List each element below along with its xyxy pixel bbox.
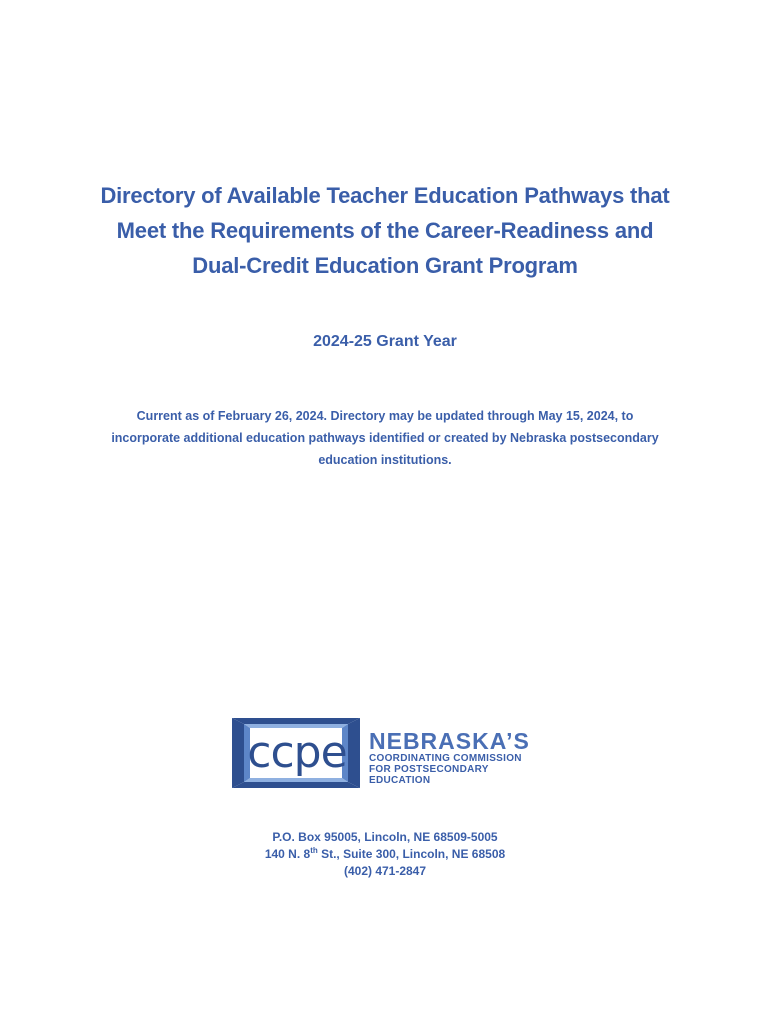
logo-org-name: NEBRASKA’S bbox=[369, 728, 530, 754]
logo-org-line-1: COORDINATING COMMISSION bbox=[369, 753, 522, 764]
address-street-suffix: St., Suite 300, Lincoln, NE 68508 bbox=[317, 847, 506, 861]
logo-acronym: ccpe bbox=[247, 727, 347, 778]
title-line-2: Meet the Requirements of the Career-Readiness and bbox=[116, 218, 654, 243]
address-street-prefix: 140 N. 8 bbox=[264, 847, 311, 861]
address-street bbox=[0, 846, 770, 863]
logo-wordmark bbox=[369, 729, 542, 786]
title-line-1: Directory of Available Teacher Education Pathways that bbox=[100, 183, 670, 208]
contact-address bbox=[0, 829, 770, 880]
title-line-3: Dual-Credit Education Grant Program bbox=[192, 253, 578, 278]
grant-year: 2024-25 Grant Year bbox=[313, 333, 457, 350]
notice-line-1: Current as of February 26, 2024. Directory may be updated through May 15, 2024, to bbox=[136, 409, 634, 423]
document-title bbox=[60, 178, 710, 283]
address-street-sup: th bbox=[310, 846, 318, 855]
logo-org-line-2: FOR POSTSECONDARY EDUCATION bbox=[369, 764, 489, 786]
ccpe-logo bbox=[232, 716, 542, 790]
notice-line-2: incorporate additional education pathways identified or created by Nebraska postsecondary bbox=[111, 431, 659, 445]
address-phone: (402) 471-2847 bbox=[343, 864, 427, 878]
notice-line-3: education institutions. bbox=[318, 453, 452, 467]
currency-notice bbox=[70, 405, 700, 471]
address-po-box: P.O. Box 95005, Lincoln, NE 68509-5005 bbox=[272, 830, 498, 844]
